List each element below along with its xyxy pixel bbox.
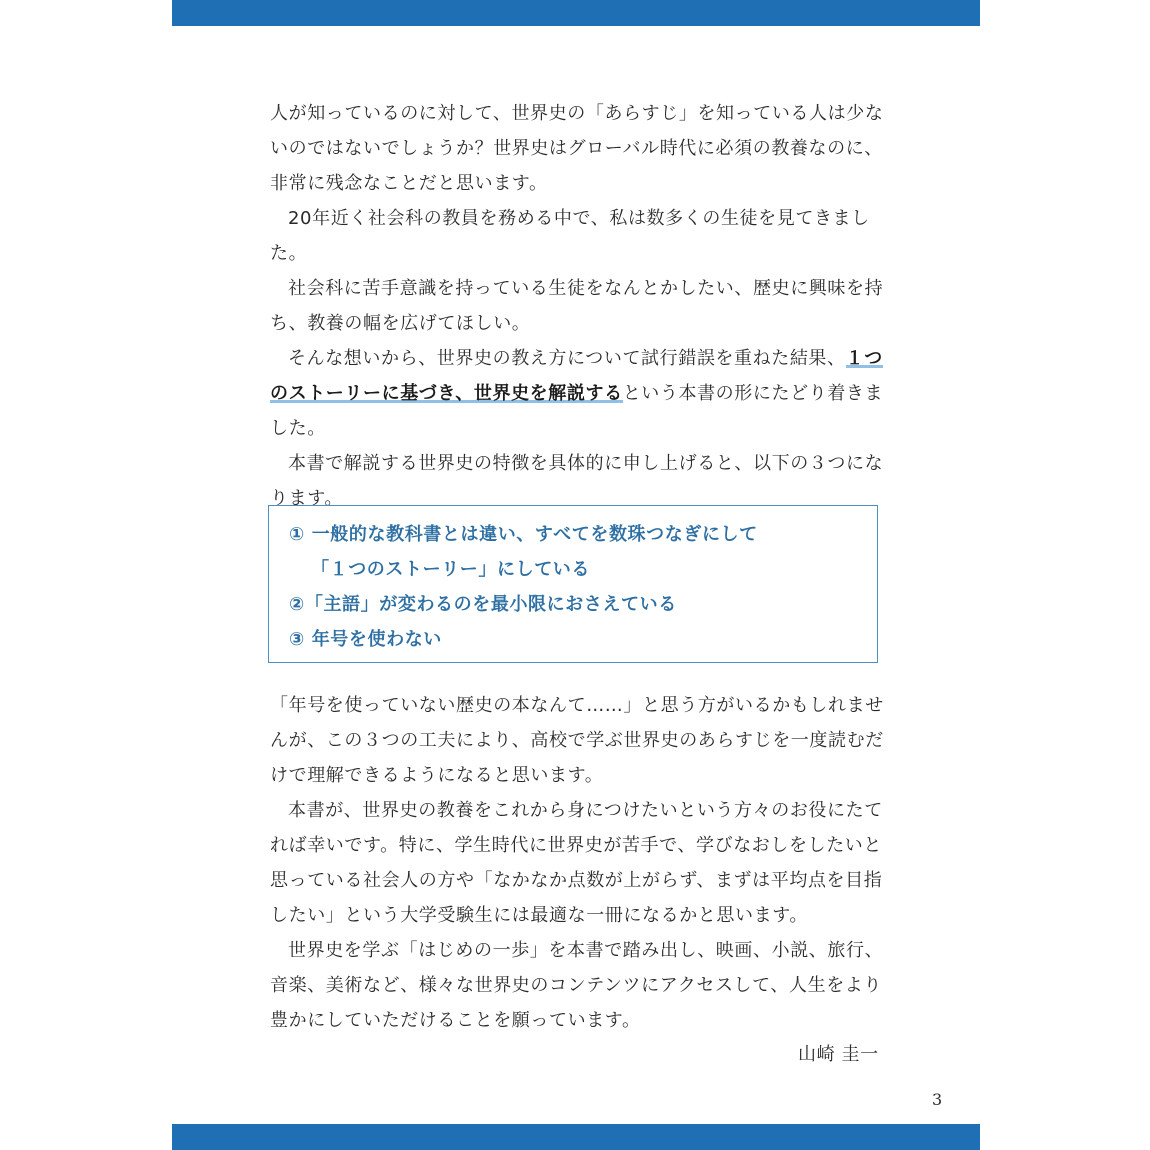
page-number: 3 xyxy=(932,1090,943,1109)
body-text-lower xyxy=(270,688,890,1038)
feature-3: ③ 年号を使わない xyxy=(289,629,442,650)
paragraph-7: 本書が、世界史の教養をこれから身につけたいという方々のお役にたてれば幸いです。特に、学生時代に世界史が苦手で、学びなおしをしたいと思っている社会人の方や「なかなか点数が上がらず、まずは平均点を目指したい」という大学受験生には最適な一冊になるかと思います。 xyxy=(270,800,883,926)
paragraph-1: 人が知っているのに対して、世界史の「あらすじ」を知っている人は少ないのではないでしょうか？世界史はグローバル時代に必須の教養なのに、非常に残念なことだと思います。 xyxy=(270,103,884,194)
top-accent-bar xyxy=(172,0,980,26)
paragraph-8: 世界史を学ぶ「はじめの一歩」を本書で踏み出し、映画、小説、旅行、音楽、美術など、様々な世界史のコンテンツにアクセスして、人生をより豊かにしていただけることを願っています。 xyxy=(270,940,884,1031)
feature-1-line-2: 「１つのストーリー」にしている xyxy=(311,559,590,580)
bottom-accent-bar xyxy=(172,1124,980,1150)
author-signature: 山崎 圭一 xyxy=(798,1044,879,1065)
feature-1-line-1: ① 一般的な教科書とは違い、すべてを数珠つなぎにして xyxy=(289,524,758,545)
paragraph-4 xyxy=(270,341,890,446)
paragraph-4-lead: そんな想いから、世界史の教え方について試行錯誤を重ねた結果、 xyxy=(288,348,846,369)
paragraph-3: 社会科に苦手意識を持っている生徒をなんとかしたい、歴史に興味を持ち、教養の幅を広げてほしい。 xyxy=(270,278,884,334)
feature-2: ②「主語」が変わるのを最小限におさえている xyxy=(289,594,677,615)
body-text-upper xyxy=(270,96,890,516)
emphasized-phrase: １つのストーリーに基づき、世界史を解説する xyxy=(270,348,883,404)
paragraph-6: 「年号を使っていない歴史の本なんて……」と思う方がいるかもしれませんが、この３つの工夫により、高校で学ぶ世界史のあらすじを一度読むだけで理解できるようになると思います。 xyxy=(270,695,884,786)
paragraph-5: 本書で解説する世界史の特徴を具体的に申し上げると、以下の３つになります。 xyxy=(270,453,884,509)
paragraph-2: 20年近く社会科の教員を務める中で、私は数多くの生徒を見てきました。 xyxy=(270,208,870,264)
paragraph-4-tail: という本書の形にたどり着きました。 xyxy=(270,383,884,439)
feature-box xyxy=(268,505,878,663)
